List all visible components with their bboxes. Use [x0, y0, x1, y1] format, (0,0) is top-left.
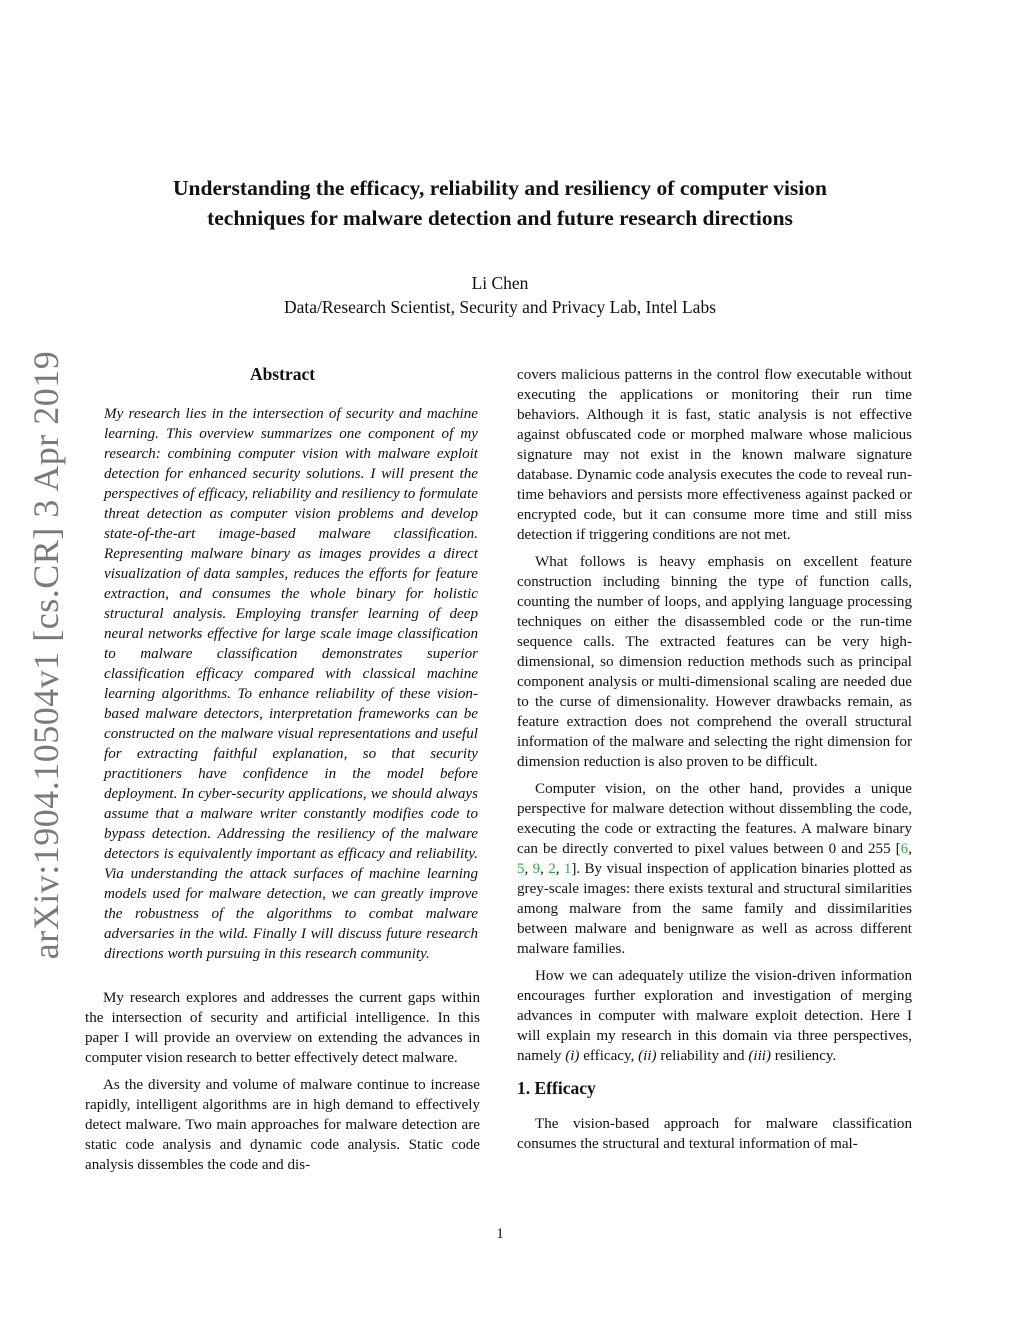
arxiv-identifier: arXiv:1904.10504v1 [cs.CR] 3 Apr 2019	[26, 350, 66, 960]
right-column	[517, 365, 912, 1161]
citation-link[interactable]: 5	[517, 861, 525, 877]
author-affiliation: Data/Research Scientist, Security and Privacy Lab, Intel Labs	[283, 297, 716, 317]
intro-paragraph-1: My research explores and addresses the current gaps within the intersection of security and artificial intelligence. In this paper I will provide an overview on extending the advances in computer vision research to better effectively detect malware.	[85, 990, 480, 1066]
cv-text-after-citations: ]. By visual inspection of application binaries plotted as grey-scale images: there exists textural and structural similarities among malware from the same family and dissimilarities between malware and benignware as well as across different malware families.	[517, 861, 913, 957]
abstract-text: My research lies in the intersection of security and machine learning. This overview summarizes one component of my research: combining computer vision with malware exploit detection for enhanced security solutions. I will present the perspectives of efficacy, reliability and resiliency to formulate threat detection as computer vision problems and develop state-of-the-art image-based malware classification. Representing malware binary as images provides a direct visualization of data samples, reduces the efforts for feature extraction, and consumes the whole binary for holistic structural analysis. Employing transfer learning of deep neural networks effective for large scale image classification to malware classification demonstrates superior classification efficacy compared with classical machine learning algorithms. To enhance reliability of these vision-based malware detectors, interpretation frameworks can be constructed on the malware visual representations and useful for extracting faithful explanation, so that security practitioners have confidence in the model before deployment. In cyber-security applications, we should always assume that a malware writer constantly modifies code to bypass detection. Addressing the resiliency of the malware detectors is equivalently important as efficacy and reliability. Via understanding the attack surfaces of machine learning models used for malware detection, we can greatly improve the robustness of the algorithms to combat malware adversaries in the wild. Finally I will discuss future research directions worth pursuing in this research community.	[104, 406, 478, 962]
citation-link[interactable]: 1	[563, 861, 572, 877]
title-line-2: techniques for malware detection and future research directions	[207, 206, 793, 230]
citation-link[interactable]: 6	[900, 841, 909, 857]
author-name: Li Chen	[471, 273, 529, 293]
feature-construction-paragraph: What follows is heavy emphasis on excellent feature construction including binning the type of function calls, counting the number of loops, and applying language processing techniques on either the disassembled code or the run-time sequence calls. The extracted features can be very high-dimensional, so dimension reduction methods such as principal component analysis or multi-dimensional scaling are needed due to the curse of dimensionality. However drawbacks remain, as feature extraction does not comprehend the overall structural information of the malware and selecting the right dimension for dimension reduction is also proven to be difficult.	[517, 554, 912, 770]
section-heading-efficacy: 1. Efficacy	[517, 1078, 596, 1098]
paper-title	[100, 173, 900, 233]
citation-link[interactable]: 2	[548, 861, 556, 877]
continued-paragraph: covers malicious patterns in the control flow executable without executing the applications or monitoring their run time behaviors. Although it is fast, static analysis is not effective against obfuscated code or morphed malware whose malicious signature may not exist in the known malware signature database. Dynamic code analysis executes the code to reveal run-time behaviors and persists more effectiveness against packed or encrypted code, but it can consume more time and still miss detection if triggering conditions are not met.	[517, 367, 912, 543]
left-column	[85, 362, 480, 1182]
intro-paragraph-2: As the diversity and volume of malware continue to increase rapidly, intelligent algorithms are in high demand to effectively detect malware. Two main approaches for malware detection are static code analysis and dynamic code analysis. Static code analysis dissembles the code and dis-	[85, 1077, 480, 1173]
title-line-1: Understanding the efficacy, reliability and resiliency of computer vision	[173, 176, 827, 200]
page-number: 1	[496, 1226, 504, 1242]
cv-text-before-citations: Computer vision, on the other hand, provides a unique perspective for malware detection without dissembling the code, executing the code or extracting the features. A malware binary can be directly converted to pixel values between 0 and 255 [	[517, 781, 912, 857]
efficacy-paragraph: The vision-based approach for malware classification consumes the structural and textural information of mal-	[517, 1116, 912, 1152]
perspectives-paragraph: How we can adequately utilize the vision-driven information encourages further exploration and investigation of merging advances in computer with malware exploit detection. Here I will explain my research in this domain via three perspectives, namely (i) efficacy, (ii) reliability and (iii) resiliency.	[517, 968, 912, 1064]
citation-link[interactable]: 9	[532, 861, 541, 877]
computer-vision-paragraph: Computer vision, on the other hand, provides a unique perspective for malware detection without dissembling the code, executing the code or extracting the features. A malware binary can be directly converted to pixel values between 0 and 255 [6, 5, 9, 2, 1]. By visual inspection of application binaries plotted as grey-scale images: there exists textural and structural similarities among malware from the same family and dissimilarities between malware and benignware as well as across different malware families.	[517, 781, 913, 957]
author-block	[100, 271, 900, 319]
abstract-heading: Abstract	[249, 364, 316, 384]
